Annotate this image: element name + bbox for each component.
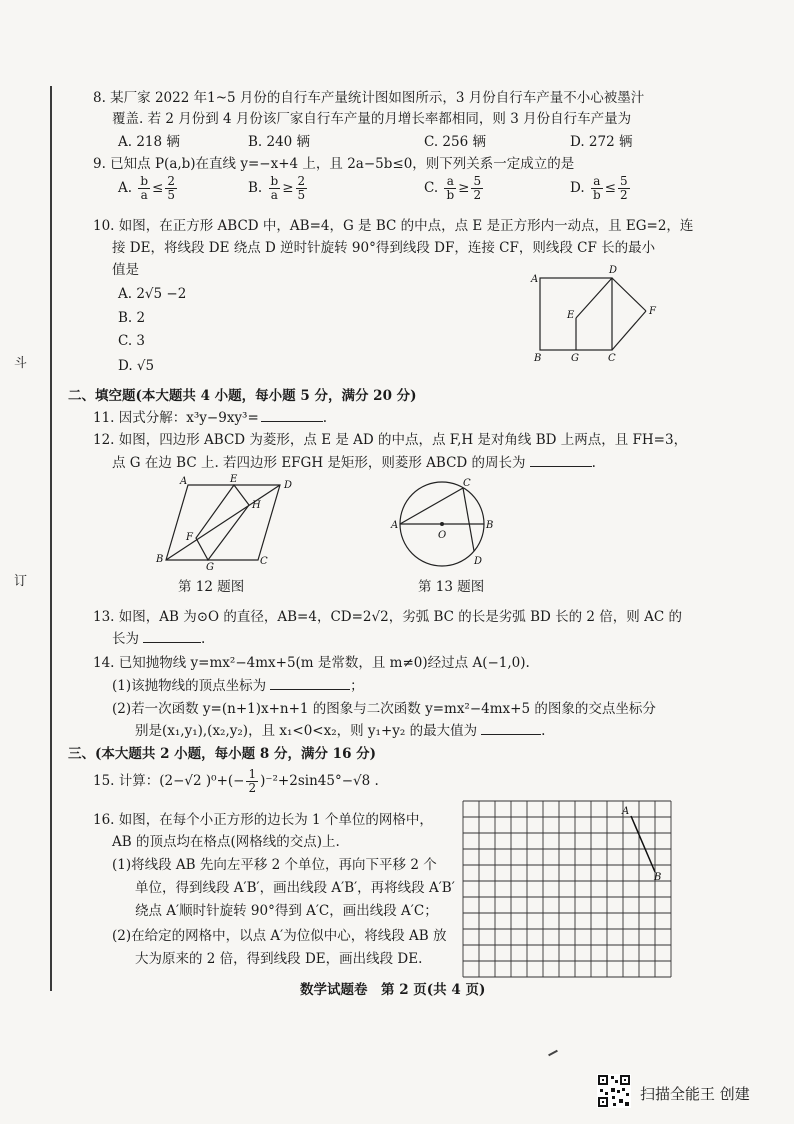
q10-option-b: B. 2 [118, 310, 146, 326]
q13-figure [390, 478, 500, 570]
q11-answer-blank [261, 421, 323, 422]
q10-label-b: B [534, 353, 542, 364]
q9-b-label: B. [248, 180, 263, 196]
q9-c-rel: ≥ [458, 180, 470, 196]
q15-frac: $\frac{1}{2}$ [248, 767, 257, 795]
q12-label-b: B [156, 554, 164, 565]
q12-answer-blank [530, 466, 592, 467]
q10-option-c: C. 3 [118, 333, 146, 349]
q9-c-frac-left: $\frac{a}{b}$ [446, 174, 455, 202]
qr-code-icon [597, 1074, 631, 1108]
q12-label-c: C [260, 556, 268, 567]
page-footer: 数学试题卷 第 2 页(共 4 页) [300, 982, 486, 998]
q9-stem: 9. 已知点 P(a,b)在直线 y=−x+4 上，且 2a−5b≤0，则下列关系一定成立的是 [93, 156, 575, 172]
q13-line2: 长为 [112, 631, 139, 647]
q12-line1: 12. 如图，四边形 ABCD 为菱形，点 E 是 AD 的中点，点 F,H 是对角线 BD 上两点，且 FH=3， [93, 432, 688, 448]
q16-line1: 16. 如图，在每个小正方形的边长为 1 个单位的网格中， [93, 812, 433, 828]
q14-answer-blank-1 [270, 689, 350, 690]
section-2-heading: 二、填空题(本大题共 4 小题，每小题 5 分，满分 20 分) [68, 388, 417, 404]
stray-mark [548, 1050, 558, 1056]
q10-line3: 值是 [112, 262, 139, 278]
q15-post: )⁻²+2sin45°−√8 . [260, 773, 379, 789]
q16-line2: AB 的顶点均在格点(网格线的交点)上. [112, 834, 340, 850]
q14-answer-blank-2 [481, 734, 541, 735]
q10-line1: 10. 如图，在正方形 ABCD 中，AB=4，G 是 BC 的中点，点 E 是正方形内一动点，且 EG=2，连 [93, 218, 694, 234]
q11-stem: 11. 因式分解：x³y−9xy³= [93, 410, 259, 426]
q10-segment-ed [576, 278, 612, 318]
q10-option-d: D. √5 [118, 358, 155, 374]
q9-a-frac-right: $\frac{2}{5}$ [167, 174, 175, 202]
q12-label-e: E [230, 474, 238, 485]
q12-line2: 点 G 在边 BC 上. 若四边形 EFGH 是矩形，则菱形 ABCD 的周长为 [112, 455, 526, 471]
q14-part2: 别是(x₁,y₁),(x₂,y₂)，且 x₁<0<x₂，则 y₁+y₂ 的最大值为 . [135, 723, 546, 739]
q13-caption: 第 13 题图 [418, 579, 485, 595]
margin-mark-2: 订 [14, 574, 28, 589]
binding-margin-rule [50, 86, 52, 991]
q16-line3: (1)将线段 AB 先向左平移 2 个单位，再向下平移 2 个 [112, 857, 437, 873]
q9-d-rel: ≤ [604, 180, 616, 196]
q9-a-frac-left: $\frac{b}{a}$ [140, 174, 149, 202]
q12-line2-wrap: 点 G 在边 BC 上. 若四边形 EFGH 是矩形，则菱形 ABCD 的周长为 . [112, 455, 596, 471]
q13-chord-ac [400, 488, 463, 524]
q14-line4: 别是(x₁,y₁),(x₂,y₂)，且 x₁<0<x₂，则 y₁+y₂ 的最大值为 [135, 723, 478, 739]
q10-label-c: C [608, 353, 616, 364]
q12-label-h: H [252, 500, 261, 511]
q10-label-g: G [571, 353, 579, 364]
q9-d-frac-left: $\frac{a}{b}$ [592, 174, 601, 202]
q14-line3: (2)若一次函数 y=(n+1)x+n+1 的图象与二次函数 y=mx²−4mx+5 的图象的交点坐标分 [112, 701, 656, 717]
q12-label-f: F [186, 532, 193, 543]
q16-grid [463, 801, 671, 977]
q13-label-a: A [391, 520, 399, 531]
q9-option-a [118, 175, 179, 202]
q13-chord-cd [463, 488, 474, 551]
q9-d-frac-right: $\frac{5}{2}$ [619, 174, 628, 202]
q16-segment-ab [631, 816, 655, 872]
q12-caption: 第 12 题图 [178, 579, 245, 595]
q13-line1: 13. 如图，AB 为⊙O 的直径，AB=4，CD=2√2，劣弧 BC 的长是劣弧 BD 长的 2 倍，则 AC 的 [93, 609, 682, 625]
q14-part1: (1)该抛物线的顶点坐标为 ； [112, 678, 364, 694]
q9-b-frac-right: $\frac{2}{5}$ [297, 174, 306, 202]
q8-line2: 覆盖. 若 2 月份到 4 月份该厂家自行车产量的月增长率都相同，则 3 月份自行车产量为 [112, 111, 632, 127]
q9-c-label: C. [424, 180, 439, 196]
q8-option-a: A. 218 辆 [118, 134, 180, 150]
q8-option-b: B. 240 辆 [248, 134, 311, 150]
q12-label-a: A [180, 476, 188, 487]
q11-text: 11. 因式分解：x³y−9xy³= . [93, 410, 328, 426]
q10-option-a: A. 2√5 −2 [118, 286, 187, 302]
q13-line2-wrap: 长为 . [112, 631, 206, 647]
q12-label-g: G [206, 562, 214, 570]
q13-label-d: D [474, 556, 483, 567]
q12-diagonal-bd [166, 485, 280, 560]
q9-option-d [570, 175, 632, 202]
watermark-text: 扫描全能王 创建 [640, 1085, 750, 1103]
q16-line5: 绕点 A′顺时针旋转 90°得到 A′C，画出线段 A′C； [135, 903, 438, 919]
q10-figure [525, 258, 665, 366]
q9-d-label: D. [570, 180, 585, 196]
q9-a-label: A. [118, 180, 133, 196]
q16-line4: 单位，得到线段 A′B′，画出线段 A′B′，再将线段 A′B′ [135, 880, 455, 896]
q13-label-b: B [486, 520, 494, 531]
q9-option-b [248, 175, 309, 202]
q15-text [93, 768, 379, 795]
q16-line7: 大为原来的 2 倍，得到线段 DE，画出线段 DE. [135, 951, 423, 967]
q10-label-d: D [609, 265, 618, 276]
q9-a-rel: ≤ [152, 180, 164, 196]
q16-label-b: B [654, 872, 662, 883]
q10-line2: 接 DE，将线段 DE 绕点 D 逆时针旋转 90°得到线段 DF，连接 CF，则线段 CF 长的最小 [112, 240, 656, 256]
q14-line1: 14. 已知抛物线 y=mx²−4mx+5(m 是常数，且 m≠0)经过点 A(−1,0). [93, 655, 530, 671]
margin-mark-1: 斗 [14, 356, 28, 371]
q8-option-c: C. 256 辆 [424, 134, 486, 150]
q12-figure [150, 470, 300, 570]
q13-answer-blank [143, 642, 201, 643]
q16-label-a: A [622, 806, 630, 817]
q13-center-dot [440, 522, 444, 526]
q10-label-f: F [649, 306, 656, 317]
q16-line6: (2)在给定的网格中，以点 A′为位似中心，将线段 AB 放 [112, 928, 447, 944]
q15-pre: 15. 计算：(2−√2 )⁰+(− [93, 773, 245, 789]
q13-label-o: O [438, 530, 447, 541]
q14-line2: (1)该抛物线的顶点坐标为 [112, 678, 267, 694]
q10-segment-fc [612, 311, 646, 350]
q9-b-frac-left: $\frac{b}{a}$ [270, 174, 279, 202]
q16-grid-figure [460, 798, 676, 984]
section-3-heading: 三、(本大题共 2 小题，每小题 8 分，满分 16 分) [68, 746, 377, 762]
q10-label-a: A [531, 274, 539, 285]
q10-label-e: E [567, 310, 575, 321]
q9-c-frac-right: $\frac{5}{2}$ [473, 174, 482, 202]
q12-label-d: D [284, 480, 293, 491]
q10-segment-df [612, 278, 646, 311]
q9-b-rel: ≥ [282, 180, 294, 196]
q8-option-d: D. 272 辆 [570, 134, 633, 150]
q8-line1: 8. 某厂家 2022 年1~5 月份的自行车产量统计图如图所示，3 月份自行车产量不小心被墨汁 [93, 90, 645, 106]
q13-label-c: C [463, 478, 471, 489]
q9-option-c [424, 175, 485, 202]
